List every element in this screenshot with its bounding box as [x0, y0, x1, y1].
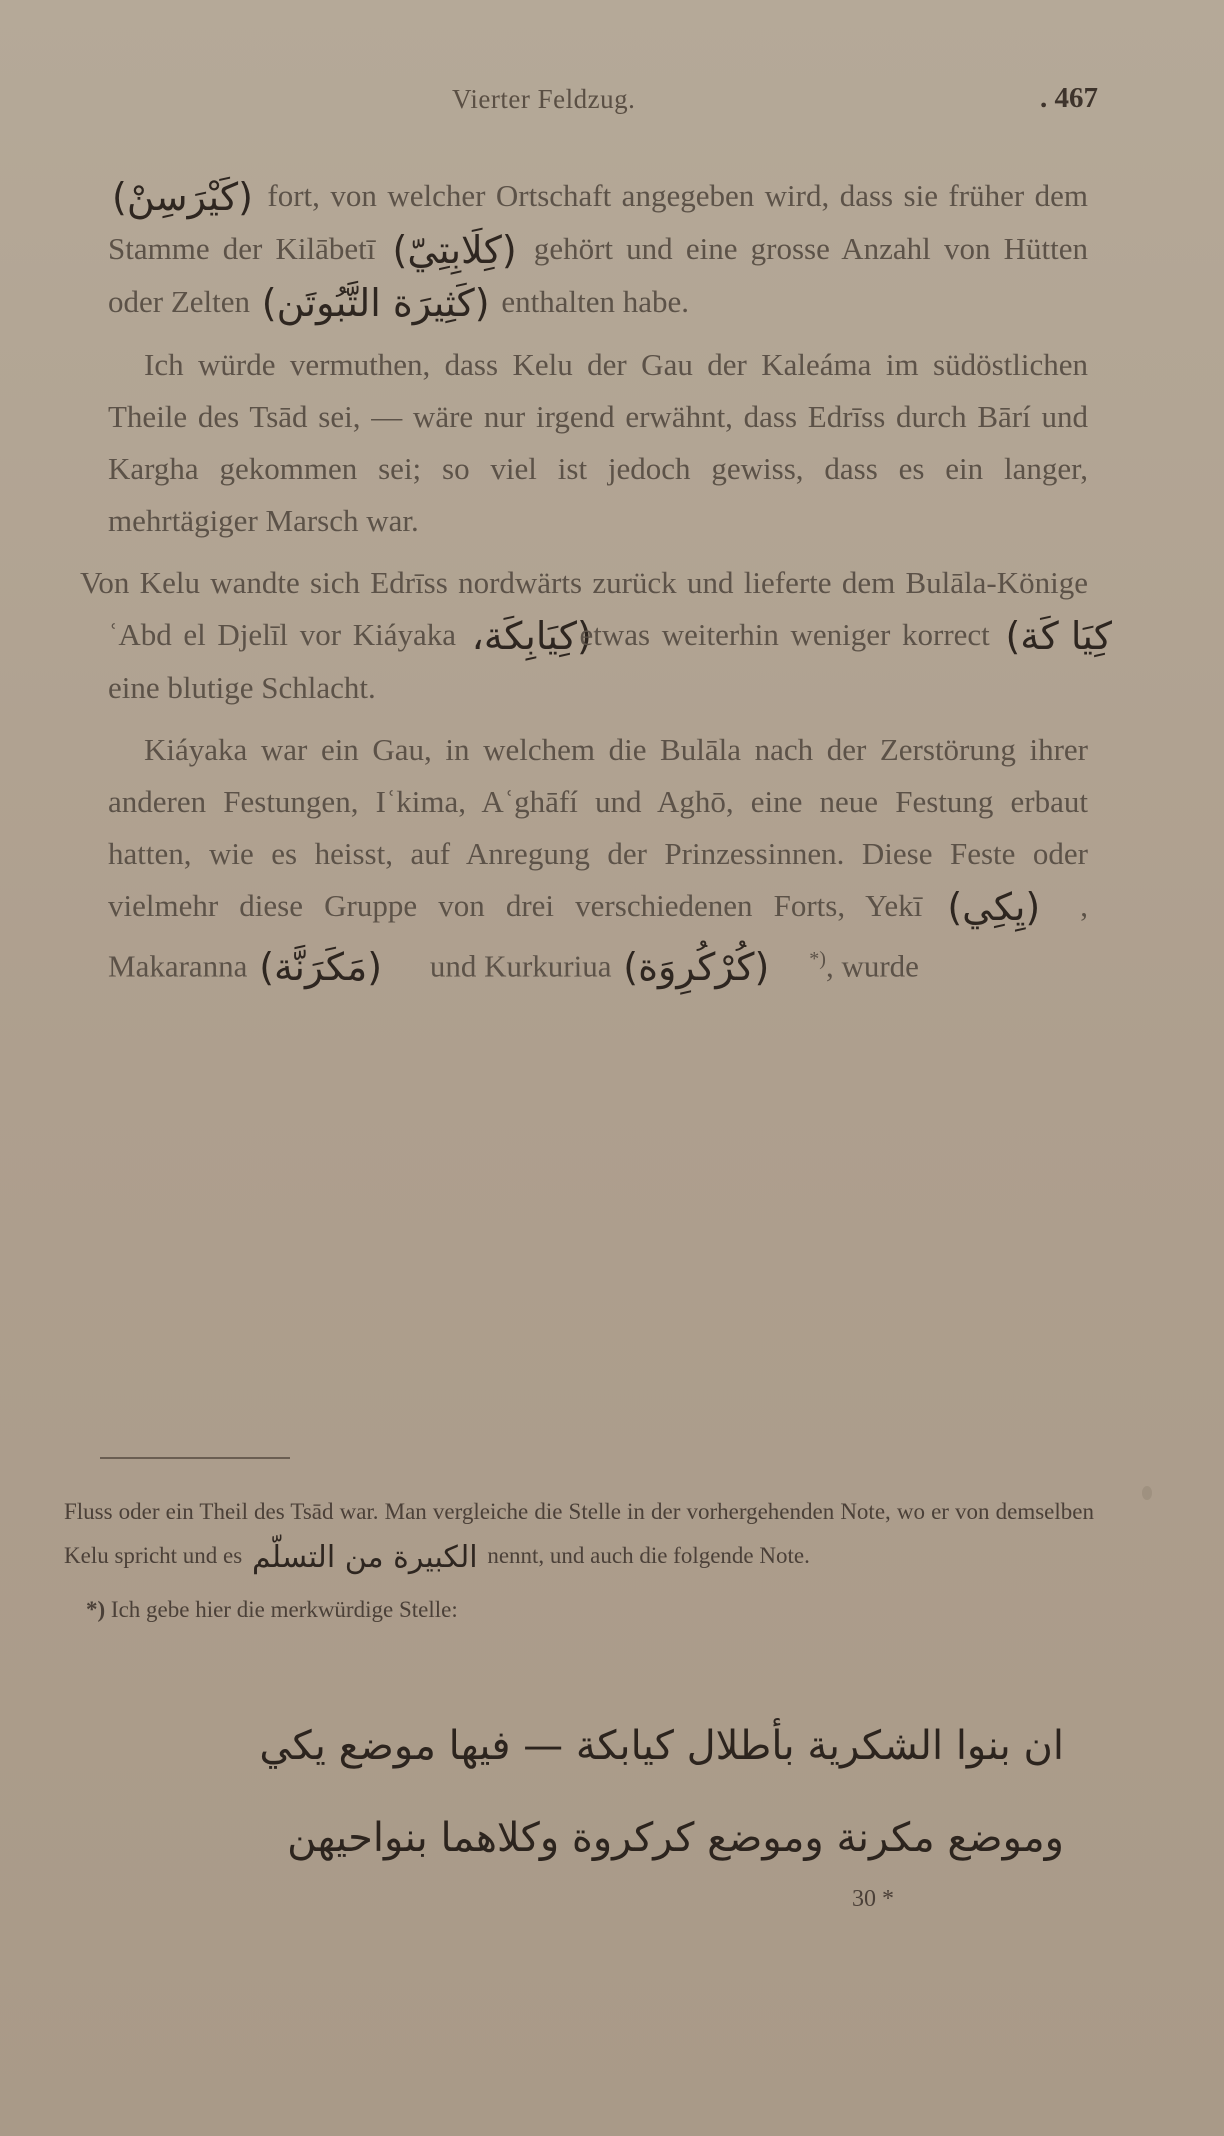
- paragraph-1: [108, 170, 1088, 329]
- paragraph-4: [108, 724, 1088, 993]
- running-title: Vierter Feldzug.: [452, 84, 636, 114]
- arabic-term: كِيَا كَة): [1005, 614, 1112, 658]
- text-run: und Kurkuriua: [422, 948, 620, 984]
- text-run: etwas weiterhin weniger korrect: [567, 617, 1002, 652]
- text-run: eine blutige Schlacht.: [108, 670, 376, 705]
- text-run: Ich gebe hier die merkwürdige Stelle:: [105, 1597, 458, 1622]
- paper-stain: [1142, 1486, 1152, 1500]
- page-number: . 467: [1040, 82, 1098, 114]
- text-run: enthalten habe.: [493, 284, 689, 319]
- paragraph-2: Ich würde vermuthen, dass Kelu der Gau der Kaleáma im südöstlichen Theile des Tsād sei, — wäre nur irgend erwähnt, dass Edrīss durch Bārí und Kargha gekommen sei; so viel ist jedoch gewiss, dass es ein langer, mehrtägiger Marsch war.: [108, 347, 1088, 538]
- arabic-term: (كِلَابِتِيّ): [392, 228, 517, 272]
- arabic-term: (كَيْرَسِنْ): [112, 175, 253, 219]
- paragraph-3: [80, 557, 1112, 714]
- text-run: Fluss oder ein Theil des Tsād war. Man vergleiche die Stelle in der vorhergehenden Note, wo er von demselben Kelu spricht und es: [64, 1499, 1094, 1568]
- main-text: [80, 170, 1112, 1003]
- arabic-term: (كِيَابِكَة،: [471, 614, 592, 658]
- text-run: fort, von welcher Ortschaft angegeben wird, dass sie früher dem Stamme der Kilābetī: [108, 178, 1088, 266]
- arabic-term: (كَثِيرَة التَّبُوتَن): [261, 281, 490, 325]
- text-run: Kiáyaka war ein Gau, in welchem die Bulāla nach der Zerstörung ihrer anderen Festungen, Iʿkima, Aʿghāfí und Aghō, eine neue Festung erbaut hatten, wie es heisst, auf Anregung der Prinzessinnen. Diese Feste oder vielmehr diese Gruppe von drei verschiedenen Forts, Yekī: [108, 732, 1088, 923]
- page-header: [0, 80, 1224, 120]
- footnote-continued: [64, 1490, 1094, 1580]
- arabic-quotation: [64, 1700, 1064, 1884]
- arabic-term: (يِكِي): [947, 885, 1041, 929]
- text-run: , Makaranna: [108, 888, 1088, 984]
- arabic-quote-line: وموضع مكرنة وموضع كركروة وكلاهما بنواحيهن: [287, 1815, 1064, 1861]
- footnotes: [64, 1490, 1094, 1640]
- footnote-marker: *): [86, 1597, 106, 1622]
- text-run: gehört und eine grosse Anzahl von Hütten oder Zelten: [108, 231, 1088, 319]
- arabic-term: (كُرْكُرِوَة): [623, 945, 770, 990]
- printer-signature: 30 *: [852, 1886, 894, 1912]
- text-run: , wurde: [825, 948, 919, 984]
- footnote-star: [64, 1588, 1094, 1632]
- text-run: Von Kelu wandte sich Edrīss nordwärts zurück und lieferte dem Bulāla-Könige ʿAbd el Djelīl vor Kiáyaka: [80, 565, 1088, 652]
- text-run: nennt, und auch die folgende Note.: [481, 1543, 810, 1568]
- arabic-term: (مَكَرَنَّة): [259, 945, 383, 990]
- arabic-term: الكبيرة من التسلّم: [251, 1540, 478, 1575]
- footnote-divider: [100, 1457, 290, 1459]
- footnote-reference: *): [809, 948, 826, 970]
- arabic-quote-line: ان بنوا الشكرية بأطلال كيابكة — فيها موضع يكي: [259, 1723, 1064, 1769]
